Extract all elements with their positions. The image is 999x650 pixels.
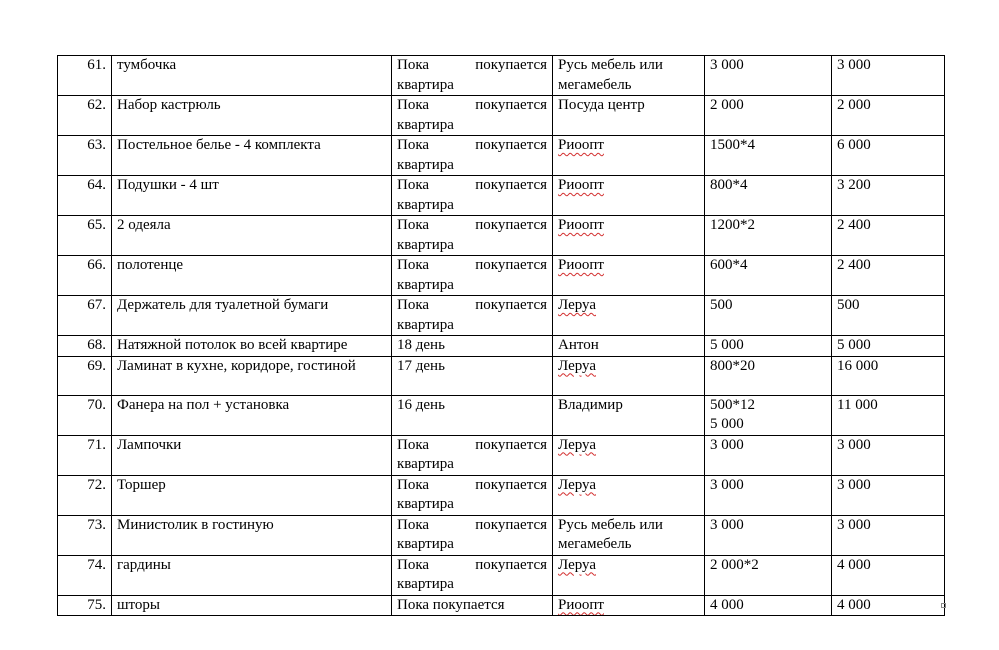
purchase-time: Пока покупается квартира bbox=[392, 296, 553, 336]
unit-price bbox=[705, 595, 832, 616]
unit-price bbox=[705, 56, 832, 96]
unit-price-line: 500*12 bbox=[710, 396, 755, 413]
item-name: Натяжной потолок во всей квартире bbox=[112, 336, 392, 357]
store-name-text: Посуда центр bbox=[558, 97, 645, 113]
store-name bbox=[553, 395, 705, 435]
unit-price bbox=[705, 136, 832, 176]
table-row bbox=[58, 336, 945, 357]
row-number: 70. bbox=[58, 395, 112, 435]
table-row bbox=[58, 216, 945, 256]
item-name: Подушки - 4 шт bbox=[112, 176, 392, 216]
purchase-time: Пока покупается квартира bbox=[392, 435, 553, 475]
table-row bbox=[58, 56, 945, 96]
table-end-marker bbox=[941, 603, 946, 608]
table-row bbox=[58, 435, 945, 475]
store-name bbox=[553, 256, 705, 296]
unit-price bbox=[705, 216, 832, 256]
store-name bbox=[553, 176, 705, 216]
unit-price bbox=[705, 395, 832, 435]
store-name-text: Риоопт bbox=[558, 596, 604, 613]
table-row bbox=[58, 515, 945, 555]
item-name: тумбочка bbox=[112, 56, 392, 96]
store-name bbox=[553, 56, 705, 96]
store-name-text: Риоопт bbox=[558, 217, 604, 233]
unit-price-line: 3 000 bbox=[710, 57, 744, 73]
purchase-time: 16 день bbox=[392, 395, 553, 435]
row-number: 65. bbox=[58, 216, 112, 256]
table-row bbox=[58, 356, 945, 395]
row-number: 74. bbox=[58, 555, 112, 595]
item-name: 2 одеяла bbox=[112, 216, 392, 256]
row-number: 61. bbox=[58, 56, 112, 96]
purchase-time: 18 день bbox=[392, 336, 553, 357]
unit-price bbox=[705, 96, 832, 136]
total-amount: 3 000 bbox=[832, 475, 945, 515]
unit-price-line: 800*20 bbox=[710, 357, 755, 374]
table-row bbox=[58, 475, 945, 515]
store-name bbox=[553, 216, 705, 256]
item-name: шторы bbox=[112, 595, 392, 616]
store-name-text: Риоопт bbox=[558, 177, 604, 193]
item-name: Набор кастрюль bbox=[112, 96, 392, 136]
store-name-text: Антон bbox=[558, 337, 599, 353]
row-number: 69. bbox=[58, 356, 112, 395]
unit-price bbox=[705, 515, 832, 555]
unit-price bbox=[705, 435, 832, 475]
purchase-time: Пока покупается квартира bbox=[392, 475, 553, 515]
unit-price-line: 5 000 bbox=[710, 337, 744, 353]
total-amount: 4 000 bbox=[832, 555, 945, 595]
row-number: 72. bbox=[58, 475, 112, 515]
table-row bbox=[58, 176, 945, 216]
purchase-time: Пока покупается квартира bbox=[392, 216, 553, 256]
table-row bbox=[58, 595, 945, 616]
store-name bbox=[553, 296, 705, 336]
total-amount: 16 000 bbox=[832, 356, 945, 395]
purchase-time: Пока покупается квартира bbox=[392, 136, 553, 176]
row-number: 63. bbox=[58, 136, 112, 176]
unit-price-line: 3 000 bbox=[710, 476, 744, 493]
row-number: 68. bbox=[58, 336, 112, 357]
unit-price bbox=[705, 176, 832, 216]
purchase-time: Пока покупается квартира bbox=[392, 256, 553, 296]
row-number: 71. bbox=[58, 435, 112, 475]
expense-table-body bbox=[58, 56, 945, 616]
store-name-text: Русь мебель или мегамебель bbox=[558, 516, 663, 552]
table-row bbox=[58, 136, 945, 176]
total-amount: 2 000 bbox=[832, 96, 945, 136]
row-number: 75. bbox=[58, 595, 112, 616]
store-name bbox=[553, 356, 705, 395]
total-amount: 3 000 bbox=[832, 435, 945, 475]
unit-price-line: 800*4 bbox=[710, 177, 748, 193]
store-name-text: Леруа bbox=[558, 357, 596, 374]
unit-price-line: 1500*4 bbox=[710, 137, 755, 153]
expense-table bbox=[57, 55, 945, 616]
store-name bbox=[553, 96, 705, 136]
purchase-time: Пока покупается квартира bbox=[392, 56, 553, 96]
store-name bbox=[553, 595, 705, 616]
row-number: 62. bbox=[58, 96, 112, 136]
total-amount: 3 000 bbox=[832, 515, 945, 555]
store-name-text: Леруа bbox=[558, 297, 596, 313]
store-name bbox=[553, 515, 705, 555]
store-name bbox=[553, 435, 705, 475]
purchase-time: Пока покупается квартира bbox=[392, 515, 553, 555]
store-name bbox=[553, 136, 705, 176]
total-amount: 6 000 bbox=[832, 136, 945, 176]
item-name: Ламинат в кухне, коридоре, гостиной bbox=[112, 356, 392, 395]
unit-price-line: 3 000 bbox=[710, 516, 744, 533]
unit-price bbox=[705, 555, 832, 595]
purchase-time: 17 день bbox=[392, 356, 553, 395]
store-name-text: Леруа bbox=[558, 476, 596, 493]
store-name-text: Русь мебель или мегамебель bbox=[558, 57, 663, 93]
unit-price bbox=[705, 356, 832, 395]
unit-price-line: 3 000 bbox=[710, 436, 744, 453]
item-name: Министолик в гостиную bbox=[112, 515, 392, 555]
unit-price bbox=[705, 256, 832, 296]
item-name: Фанера на пол + установка bbox=[112, 395, 392, 435]
store-name-text: Риоопт bbox=[558, 137, 604, 153]
unit-price-line: 2 000 bbox=[710, 97, 744, 113]
purchase-time: Пока покупается квартира bbox=[392, 96, 553, 136]
unit-price-line: 1200*2 bbox=[710, 217, 755, 233]
item-name: полотенце bbox=[112, 256, 392, 296]
total-amount: 2 400 bbox=[832, 256, 945, 296]
purchase-time: Пока покупается квартира bbox=[392, 176, 553, 216]
row-number: 64. bbox=[58, 176, 112, 216]
total-amount: 4 000 bbox=[832, 595, 945, 616]
unit-price bbox=[705, 296, 832, 336]
total-amount: 3 000 bbox=[832, 56, 945, 96]
unit-price-line: 600*4 bbox=[710, 257, 748, 273]
unit-price bbox=[705, 475, 832, 515]
item-name: гардины bbox=[112, 555, 392, 595]
row-number: 67. bbox=[58, 296, 112, 336]
store-name-text: Леруа bbox=[558, 436, 596, 453]
table-row bbox=[58, 555, 945, 595]
total-amount: 500 bbox=[832, 296, 945, 336]
purchase-time: Пока покупается квартира bbox=[392, 555, 553, 595]
table-row bbox=[58, 96, 945, 136]
unit-price bbox=[705, 336, 832, 357]
total-amount: 3 200 bbox=[832, 176, 945, 216]
purchase-time: Пока покупается bbox=[392, 595, 553, 616]
unit-price-line: 5 000 bbox=[710, 416, 744, 432]
total-amount: 5 000 bbox=[832, 336, 945, 357]
unit-price-line: 4 000 bbox=[710, 596, 744, 613]
item-name: Лампочки bbox=[112, 435, 392, 475]
store-name bbox=[553, 475, 705, 515]
item-name: Торшер bbox=[112, 475, 392, 515]
item-name: Держатель для туалетной бумаги bbox=[112, 296, 392, 336]
table-row bbox=[58, 395, 945, 435]
total-amount: 11 000 bbox=[832, 395, 945, 435]
store-name bbox=[553, 555, 705, 595]
store-name-text: Владимир bbox=[558, 396, 623, 413]
store-name-text: Риоопт bbox=[558, 257, 604, 273]
store-name bbox=[553, 336, 705, 357]
table-row bbox=[58, 256, 945, 296]
row-number: 73. bbox=[58, 515, 112, 555]
total-amount: 2 400 bbox=[832, 216, 945, 256]
item-name: Постельное белье - 4 комплекта bbox=[112, 136, 392, 176]
store-name-text: Леруа bbox=[558, 556, 596, 573]
unit-price-line: 2 000*2 bbox=[710, 556, 759, 573]
row-number: 66. bbox=[58, 256, 112, 296]
unit-price-line: 500 bbox=[710, 297, 733, 313]
table-row bbox=[58, 296, 945, 336]
